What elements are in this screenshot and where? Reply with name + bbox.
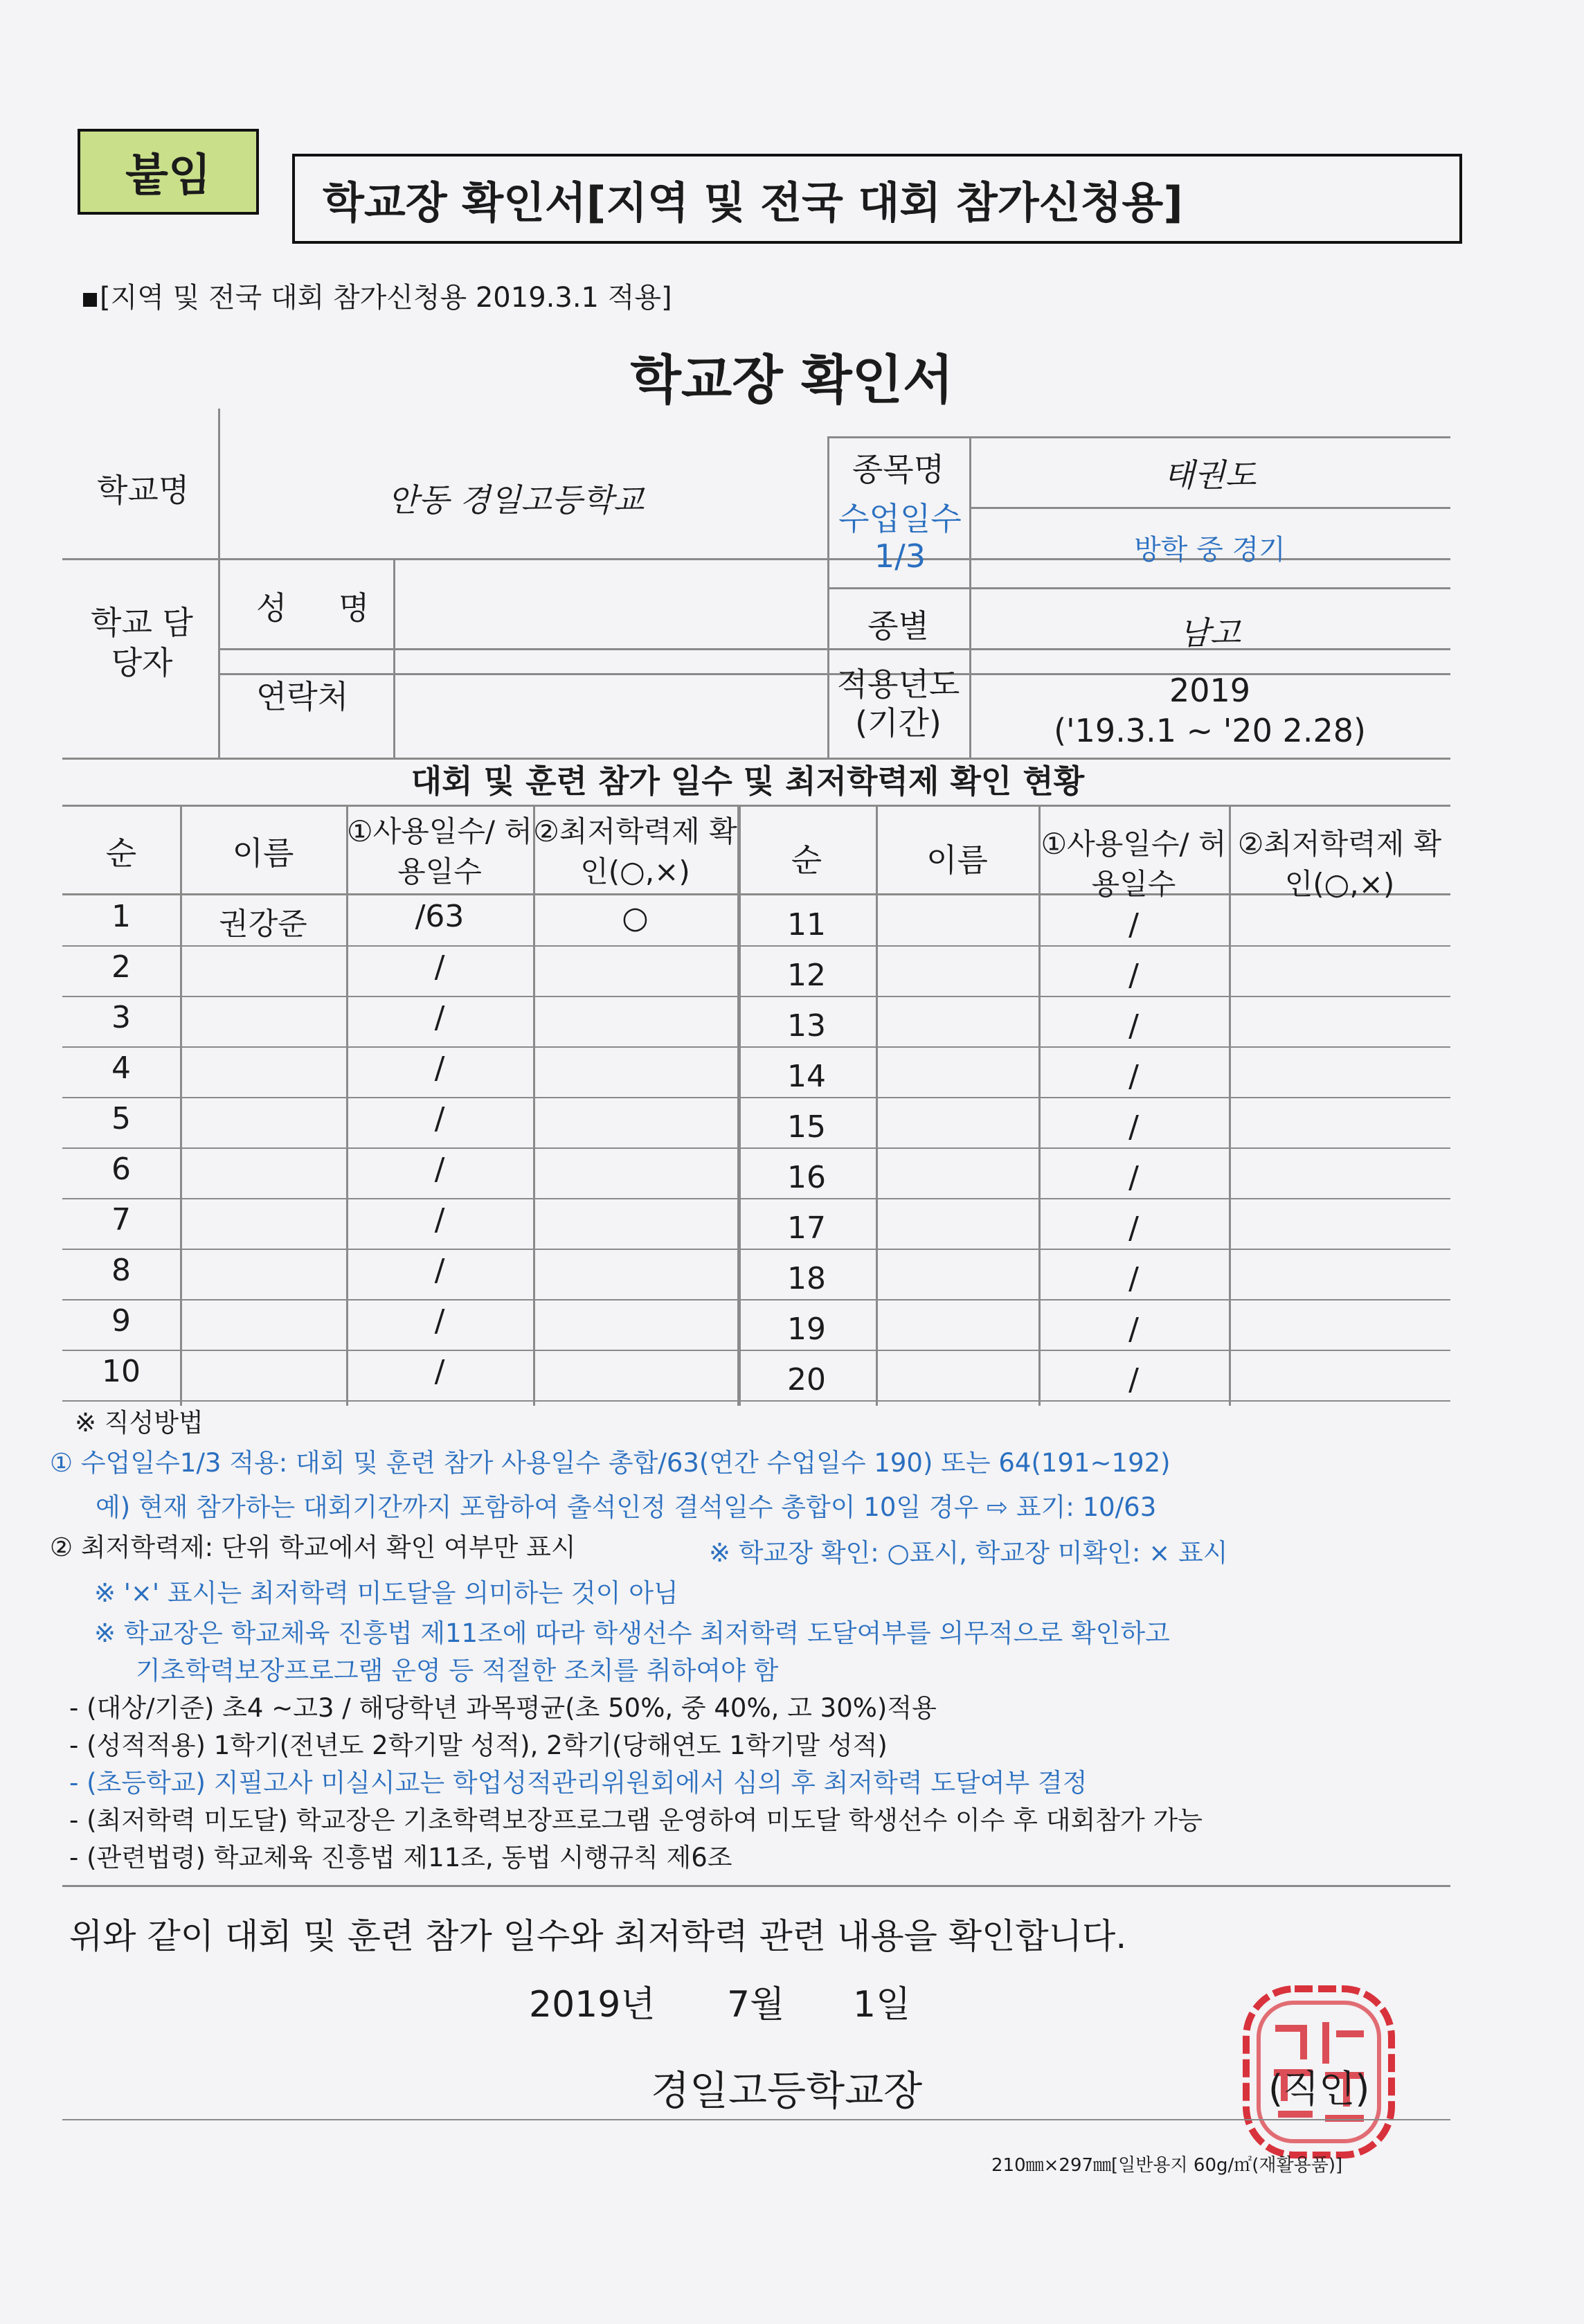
row-days: /63 — [415, 899, 465, 934]
note-line-3b: ※ 학교장 확인: ○표시, 학교장 미확인: × 표시 — [709, 1538, 1228, 1568]
note-line-11: - (관련법령) 학교체육 진흥법 제11조, 동법 시행규칙 제6조 — [69, 1843, 732, 1872]
rule — [827, 587, 1450, 589]
rule — [393, 558, 395, 758]
row-no: 3 — [111, 1000, 131, 1035]
row-days: / — [434, 1000, 445, 1035]
rule — [218, 409, 220, 758]
attachment-tag: 붙임 — [78, 129, 259, 215]
header-check-left: ②최저학력제 확인(○,×) — [533, 814, 737, 888]
note-line-6: 기초학력보장프로그램 운영 등 적절한 조치를 취하여야 함 — [136, 1656, 779, 1686]
row-rule — [62, 1249, 1450, 1250]
period-value: ('19.3.1 ~ '20 2.28) — [1054, 712, 1366, 749]
header-no-left: 순 — [105, 834, 137, 872]
row-days: / — [1128, 1210, 1139, 1246]
row-check: ○ — [622, 900, 649, 936]
row-no: 4 — [111, 1051, 131, 1086]
row-no: 11 — [787, 907, 826, 942]
name-label: 성 명 — [256, 589, 390, 627]
row-rule — [62, 996, 1450, 997]
note-line-10: - (최저학력 미도달) 학교장은 기초학력보장프로그램 운영하여 미도달 학생선수 이수 후 대회참가 가능 — [69, 1805, 1203, 1835]
row-days: / — [434, 1051, 445, 1086]
row-no: 12 — [787, 958, 826, 993]
sport-label: 종목명 — [852, 451, 945, 488]
seal-label: (직인) — [1268, 2067, 1370, 2111]
paper-spec-note: 210㎜×297㎜[일반용지 60g/㎡(재활용품)] — [991, 2155, 1343, 2176]
row-no: 6 — [111, 1152, 131, 1187]
row-rule — [62, 945, 1450, 947]
school-value: 안동 경일고등학교 — [388, 481, 645, 519]
note-line-2: 예) 현재 참가하는 대회기간까지 포함하여 출석인정 결석일수 총합이 10일 경우 ⇨ 표기: 10/63 — [96, 1492, 1157, 1522]
row-days: / — [434, 1303, 445, 1339]
document-title: 학교장 확인서 — [630, 349, 954, 411]
rule — [827, 436, 1450, 438]
row-no: 14 — [787, 1059, 826, 1094]
rule — [62, 805, 1450, 807]
row-no: 8 — [111, 1253, 131, 1288]
row-rule — [62, 1046, 1450, 1048]
row-days: / — [1128, 1109, 1139, 1145]
row-days: / — [434, 1101, 445, 1136]
row-days: / — [1128, 1160, 1139, 1195]
rule — [876, 805, 878, 1406]
row-rule — [62, 1097, 1450, 1098]
row-days: / — [1128, 1008, 1139, 1044]
notes-heading: ※ 직성방법 — [75, 1408, 204, 1438]
date-year: 2019년 — [529, 1984, 656, 2026]
header-check-right: ②최저학력제 확인(○,×) — [1237, 827, 1442, 901]
rule — [969, 507, 1450, 509]
row-rule — [62, 1198, 1450, 1199]
row-days: / — [1128, 1261, 1139, 1296]
square-bullet-icon — [83, 293, 97, 307]
header-days-left: ①사용일수/ 허용일수 — [346, 814, 532, 888]
row-days: / — [434, 1354, 445, 1389]
status-title: 대회 및 훈련 참가 일수 및 최저학력제 확인 현황 — [411, 762, 1085, 800]
contact-label: 연락처 — [256, 678, 349, 715]
rule — [533, 805, 535, 1406]
row-no: 9 — [111, 1303, 131, 1339]
note-line-3a: ② 최저학력제: 단위 학교에서 확인 여부만 표시 — [50, 1532, 576, 1562]
row-no: 19 — [787, 1312, 826, 1347]
form-title-box — [292, 154, 1462, 244]
row-days: / — [1128, 1362, 1139, 1397]
note-line-1: ① 수업일수1/3 적용: 대회 및 훈련 참가 사용일수 총합/63(연간 수업일수 190) 또는 64(191~192) — [50, 1448, 1171, 1478]
gender-value: 남고 — [1179, 614, 1241, 652]
row-no: 18 — [787, 1261, 826, 1296]
class-days-label: 수업일수 1/3 — [838, 500, 962, 575]
row-days: / — [1128, 1312, 1139, 1347]
rule — [180, 805, 182, 1406]
note-line-4: ※ '×' 표시는 최저학력 미도달을 의미하는 것이 아님 — [94, 1578, 678, 1608]
confirmation-statement: 위와 같이 대회 및 훈련 참가 일수와 최저학력 관련 내용을 확인합니다. — [69, 1916, 1127, 1956]
form-title: 학교장 확인서[지역 및 전국 대회 참가신청용] — [323, 177, 1183, 228]
school-label: 학교명 — [97, 472, 190, 509]
row-no: 1 — [111, 899, 131, 934]
header-name-right: 이름 — [926, 841, 988, 879]
row-name: 권강준 — [219, 906, 307, 942]
row-no: 17 — [787, 1210, 826, 1246]
row-days: / — [1128, 958, 1139, 993]
note-line-7: - (대상/기준) 초4 ~고3 / 해당학년 과목평균(초 50%, 중 40%, 고 30%)적용 — [69, 1693, 937, 1723]
year-label: 적용년도 (기간) — [836, 665, 960, 742]
row-no: 2 — [111, 949, 131, 985]
sport-value: 태권도 — [1163, 456, 1257, 494]
row-days: / — [434, 1253, 445, 1288]
row-days: / — [434, 1202, 445, 1237]
row-days: / — [434, 949, 445, 985]
row-days: / — [1128, 1059, 1139, 1094]
header-name-left: 이름 — [232, 834, 294, 872]
note-line-5: ※ 학교장은 학교체육 진흥법 제11조에 따라 학생선수 최저학력 도달여부를 의무적으로 확인하고 — [94, 1618, 1170, 1648]
rule — [62, 1885, 1450, 1887]
row-days: / — [1128, 907, 1139, 942]
row-no: 20 — [787, 1362, 826, 1397]
class-days-value: 방학 중 경기 — [1134, 534, 1286, 566]
row-rule — [62, 1299, 1450, 1300]
header-no-right: 순 — [791, 841, 822, 879]
signer-name: 경일고등학교장 — [651, 2067, 923, 2114]
row-rule — [62, 1147, 1450, 1149]
row-no: 5 — [111, 1101, 131, 1136]
note-line-8: - (성적적용) 1학기(전년도 2학기말 성적), 2학기(당해연도 1학기말 성적) — [69, 1731, 888, 1760]
date-day: 1일 — [853, 1984, 911, 2026]
row-days: / — [434, 1152, 445, 1187]
header-days-right: ①사용일수/ 허용일수 — [1041, 827, 1227, 901]
gender-label: 종별 — [867, 607, 929, 645]
subnote: [지역 및 전국 대회 참가신청용 2019.3.1 적용] — [83, 276, 672, 315]
row-no: 15 — [787, 1109, 826, 1145]
row-no: 16 — [787, 1160, 826, 1195]
date-month: 7월 — [727, 1984, 785, 2026]
row-no: 10 — [102, 1354, 141, 1389]
row-rule — [62, 1350, 1450, 1351]
row-no: 13 — [787, 1008, 826, 1044]
row-rule — [62, 1400, 1450, 1402]
manager-label: 학교 담당자 — [91, 604, 193, 681]
row-no: 7 — [111, 1202, 131, 1237]
note-line-9: - (초등학교) 지필고사 미실시교는 학업성적관리위원회에서 심의 후 최저학력 도달여부 결정 — [69, 1768, 1088, 1798]
rule — [62, 2119, 1450, 2120]
year-value: 2019 — [1169, 672, 1251, 709]
